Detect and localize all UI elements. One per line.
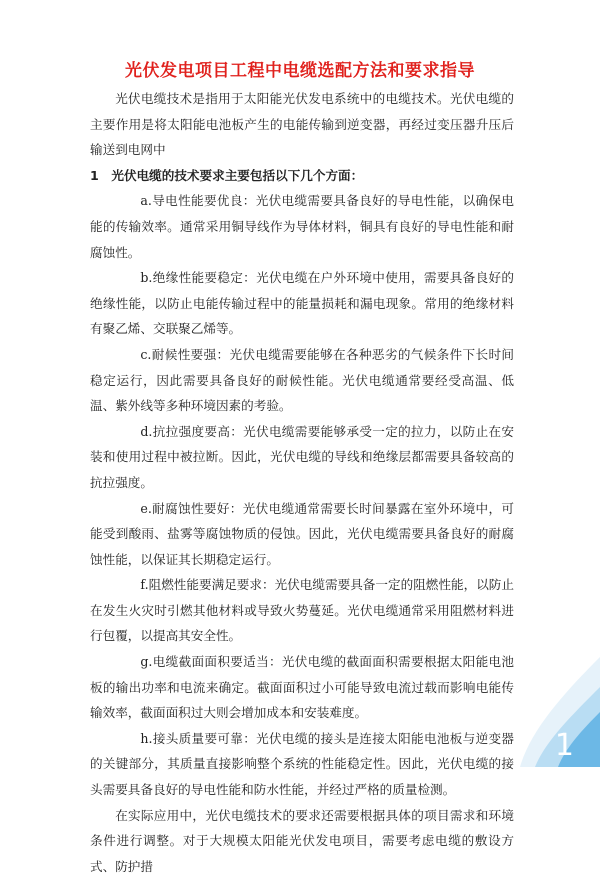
list-item-marker: h. [140,730,153,746]
list-item [90,188,514,265]
list-item-marker: d. [140,423,153,439]
list-item [90,496,514,573]
document-title: 光伏发电项目工程中电缆选配方法和要求指导 [125,61,475,81]
closing-paragraph: 在实际应用中，光伏电缆技术的要求还需要根据具体的项目需求和环境条件进行调整。对于大规模太阳能光伏发电项目，需要考虑电缆的敷设方式、防护措 [90,807,514,874]
list-item-text: 导电性能要优良：光伏电缆需要具备良好的导电性能，以确保电能的传输效率。通常采用铜导线作为导体材料，铜具有良好的导电性能和耐腐蚀性。 [90,193,514,260]
list-item-marker: f. [140,577,149,593]
intro-paragraph: 光伏电缆技术是指用于太阳能光伏发电系统中的电缆技术。光伏电缆的主要作用是将太阳能电池板产生的电能传输到逆变器，再经过变压器升压后输送到电网中 [90,91,514,158]
document-body [90,86,514,879]
list-item [90,342,514,419]
page-number: 1 [554,728,574,763]
list-item-text: 耐腐蚀性要好：光伏电缆通常需要长时间暴露在室外环境中，可能受到酸雨、盐雾等腐蚀物质的侵蚀。因此，光伏电缆需要具备良好的耐腐蚀性能，以保证其长期稳定运行。 [90,500,514,567]
list-item-marker: e. [140,500,152,516]
list-item [90,419,514,496]
list-item-text: 耐候性要强：光伏电缆需要能够在各种恶劣的气候条件下长时间稳定运行，因此需要具备良好的耐候性能。光伏电缆通常要经受高温、低温、紫外线等多种环境因素的考验。 [90,346,514,414]
section-1-heading: 1 光伏电缆的技术要求主要包括以下几个方面： [90,167,364,183]
list-item-text: 绝缘性能要稳定：光伏电缆在户外环境中使用，需要具备良好的绝缘性能，以防止电能传输过程中的能量损耗和漏电现象。常用的绝缘材料有聚乙烯、交联聚乙烯等。 [90,270,514,337]
list-item-text: 抗拉强度要高：光伏电缆需要能够承受一定的拉力，以防止在安装和使用过程中被拉断。因此，光伏电缆的导线和绝缘层都需要具备较高的抗拉强度。 [90,423,514,490]
list-item-text: 电缆截面面积要适当：光伏电缆的截面面积需要根据太阳能电池板的输出功率和电流来确定。截面面积过小可能导致电流过载而影响电能传输效率，截面面积过大则会增加成本和安装难度。 [90,654,514,721]
list-item [90,572,514,649]
list-item-marker: a. [140,193,152,209]
list-item [90,649,514,726]
list-item-text: 接头质量要可靠：光伏电缆的接头是连接太阳能电池板与逆变器的关键部分，其质量直接影响整个系统的性能稳定性。因此，光伏电缆的接头需要具备良好的导电性能和防水性能，并经过严格的质量检测。 [90,730,514,798]
list-item-marker: g. [140,654,153,670]
list-item-marker: b. [140,270,153,286]
list-item [90,726,514,803]
list-item [90,265,514,342]
list-item-marker: c. [140,346,152,362]
list-item-text: 阻燃性能要满足要求：光伏电缆需要具备一定的阻燃性能，以防止在发生火灾时引燃其他材料或导致火势蔓延。光伏电缆通常采用阻燃材料进行包覆，以提高其安全性。 [90,577,514,644]
